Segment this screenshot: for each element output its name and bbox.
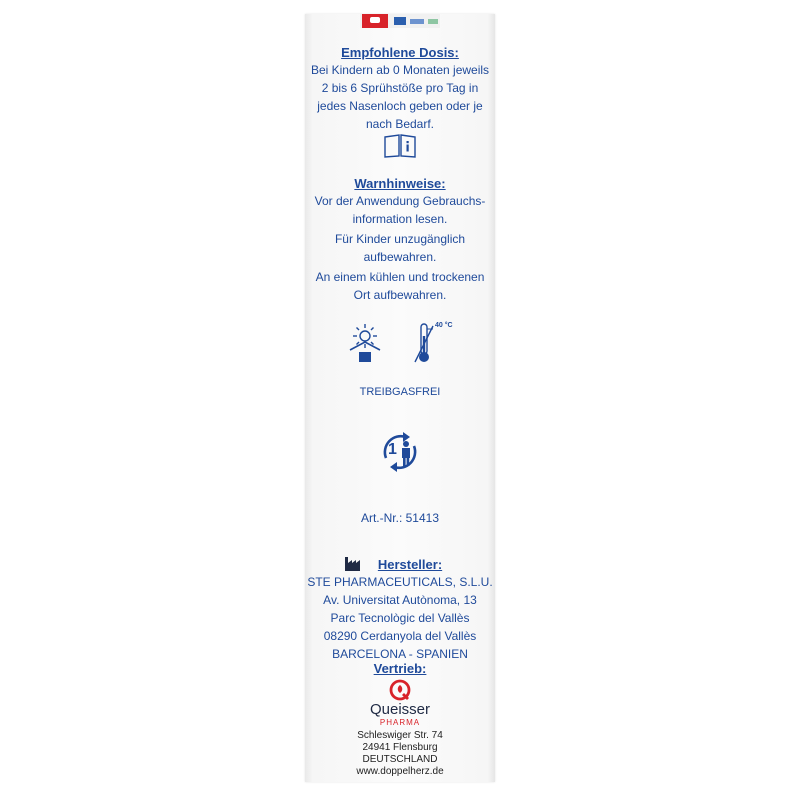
package-top-flap [360, 14, 440, 28]
warning-line: Ort aufbewahren. [353, 288, 447, 302]
person-recycle-icon [376, 428, 424, 476]
address-line: Schleswiger Str. 74 [357, 730, 443, 741]
warning-line: aufbewahren. [363, 250, 437, 264]
manufacturer-line: 08290 Cerdanyola del Vallès [323, 629, 477, 643]
manufacturer-section [305, 556, 495, 663]
flap-green-mark [428, 19, 438, 24]
distribution-address [305, 730, 495, 778]
manufacturer-line: BARCELONA - SPANIEN [332, 647, 468, 661]
dosage-line: jedes Nasenloch geben oder je [317, 99, 483, 113]
book-info-icon [383, 133, 417, 159]
manufacturer-line: Parc Tecnològic del Vallès [330, 611, 470, 625]
address-line: DEUTSCHLAND [362, 754, 438, 765]
warnings-children-text [305, 230, 495, 266]
temperature-label: 40 °C [435, 322, 453, 329]
website-link: www.doppelherz.de [356, 766, 444, 777]
warning-line: Für Kinder unzugänglich [334, 232, 466, 246]
queisser-logo-icon [389, 679, 411, 701]
dosage-line: 2 bis 6 Sprühstöße pro Tag in [321, 81, 479, 95]
warnings-section [305, 175, 495, 228]
warning-line: information lesen. [352, 212, 448, 226]
brand-subtitle: PHARMA [379, 718, 421, 727]
brand-name: Queisser [369, 701, 431, 718]
recycle-number: 1 [388, 441, 397, 458]
address-line: 24941 Flensburg [362, 742, 438, 753]
flap-light-blue-mark [410, 19, 424, 24]
manufacturer-line: STE PHARMACEUTICALS, S.L.U. [307, 575, 493, 589]
distribution-section [305, 660, 495, 677]
manufacturer-line: Av. Universitat Autònoma, 13 [323, 593, 477, 607]
warning-line: An einem kühlen und trockenen [315, 270, 485, 284]
dosage-line: Bei Kindern ab 0 Monaten jeweils [310, 63, 490, 77]
propellant-free-label: TREIBGASFREI [359, 386, 441, 398]
warning-line: Vor der Anwendung Gebrauchs- [314, 194, 486, 208]
distribution-heading: Vertrieb: [373, 661, 427, 676]
manufacturer-heading: Hersteller: [377, 557, 443, 572]
flap-blue-mark [394, 17, 406, 25]
warnings-storage-text [305, 268, 495, 304]
dosage-line: nach Bedarf. [365, 117, 435, 131]
warnings-heading: Warnhinweise: [354, 176, 446, 191]
dosage-heading: Empfohlene Dosis: [341, 45, 459, 60]
flap-red-mark [362, 14, 388, 28]
sun-protection-icon [345, 322, 385, 364]
dosage-section [305, 44, 495, 133]
article-number: Art.-Nr.: 51413 [360, 511, 440, 525]
